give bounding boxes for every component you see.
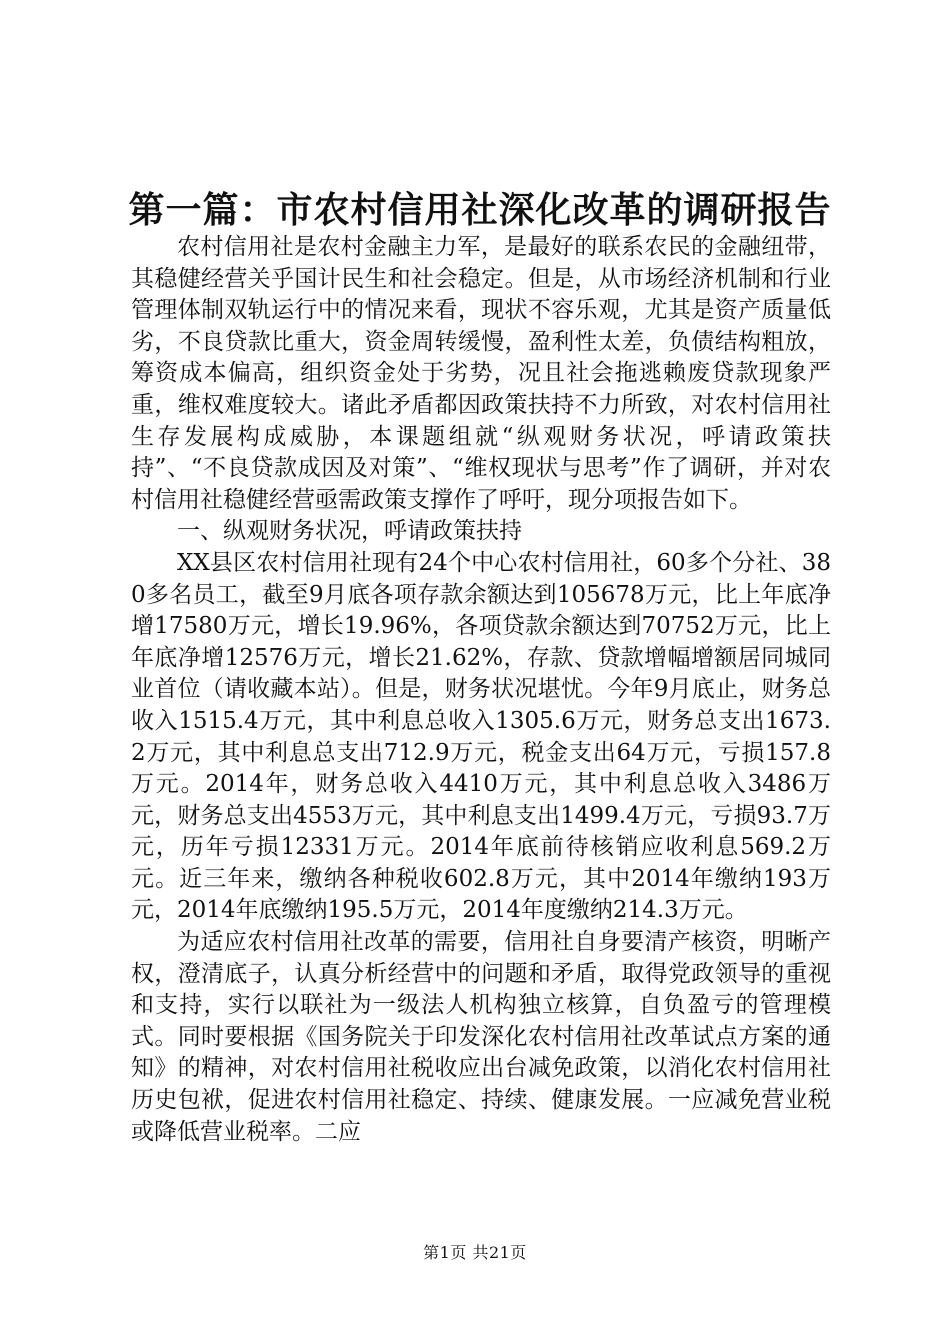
document-title: 第一篇：市农村信用社深化改革的调研报告 (128, 189, 832, 231)
document-body (131, 232, 831, 1148)
paragraph-finance: XX县区农村信用社现有24个中心农村信用社，60多个分社、380多名员工，截至9月底各项存款余额达到105678万元，比上年底净增17580万元，增长19.96%，各项贷款余额达到70752万元，比上年底净增12576万元，增长21.62%，存款、贷款增幅增额居同城同业首位（请收藏本站）。但是，财务状况堪忧。今年9月底止，财务总收入1515.4万元，其中利息总收入1305.6万元，财务总支出1673.2万元，其中利息总支出712.9万元，税金支出64万元，亏损157.8万元。2014年，财务总收入4410万元，其中利息总收入3486万元，财务总支出4553万元，其中利息支出1499.4万元，亏损93.7万元，历年亏损12331万元。2014年底前待核销应收利息569.2万元。近三年来，缴纳各种税收602.8万元，其中2014年缴纳193万元，2014年底缴纳195.5万元，2014年度缴纳214.3万元。 (131, 549, 831, 924)
paragraph-intro: 农村信用社是农村金融主力军，是最好的联系农民的金融纽带，其稳健经营关乎国计民生和社会稳定。但是，从市场经济机制和行业管理体制双轨运行中的情况来看，现状不容乐观，尤其是资产质量低劣，不良贷款比重大，资金周转缓慢，盈利性太差，负债结构粗放，筹资成本偏高，组织资金处于劣势，况且社会拖逃赖废贷款现象严重，维权难度较大。诸此矛盾都因政策扶持不力所致，对农村信用社生存发展构成威胁，本课题组就“纵观财务状况，呼请政策扶持”、“不良贷款成因及对策”、“维权现状与思考”作了调研，并对农村信用社稳健经营亟需政策支撑作了呼吁，现分项报告如下。 (131, 234, 831, 513)
paragraph-reform: 为适应农村信用社改革的需要，信用社自身要清产核资，明晰产权，澄清底子，认真分析经营中的问题和矛盾，取得党政领导的重视和支持，实行以联社为一级法人机构独立核算，自负盈亏的管理模式。同时要根据《国务院关于印发深化农村信用社改革试点方案的通知》的精神，对农村信用社税收应出台减免政策，以消化农村信用社历史包袱，促进农村信用社稳定、持续、健康发展。一应减免营业税或降低营业税率。二应 (131, 929, 831, 1145)
page-number-footer: 第1页 共21页 (423, 1243, 527, 1262)
section-heading-1: 一、纵观财务状况，呼请政策扶持 (177, 518, 522, 545)
